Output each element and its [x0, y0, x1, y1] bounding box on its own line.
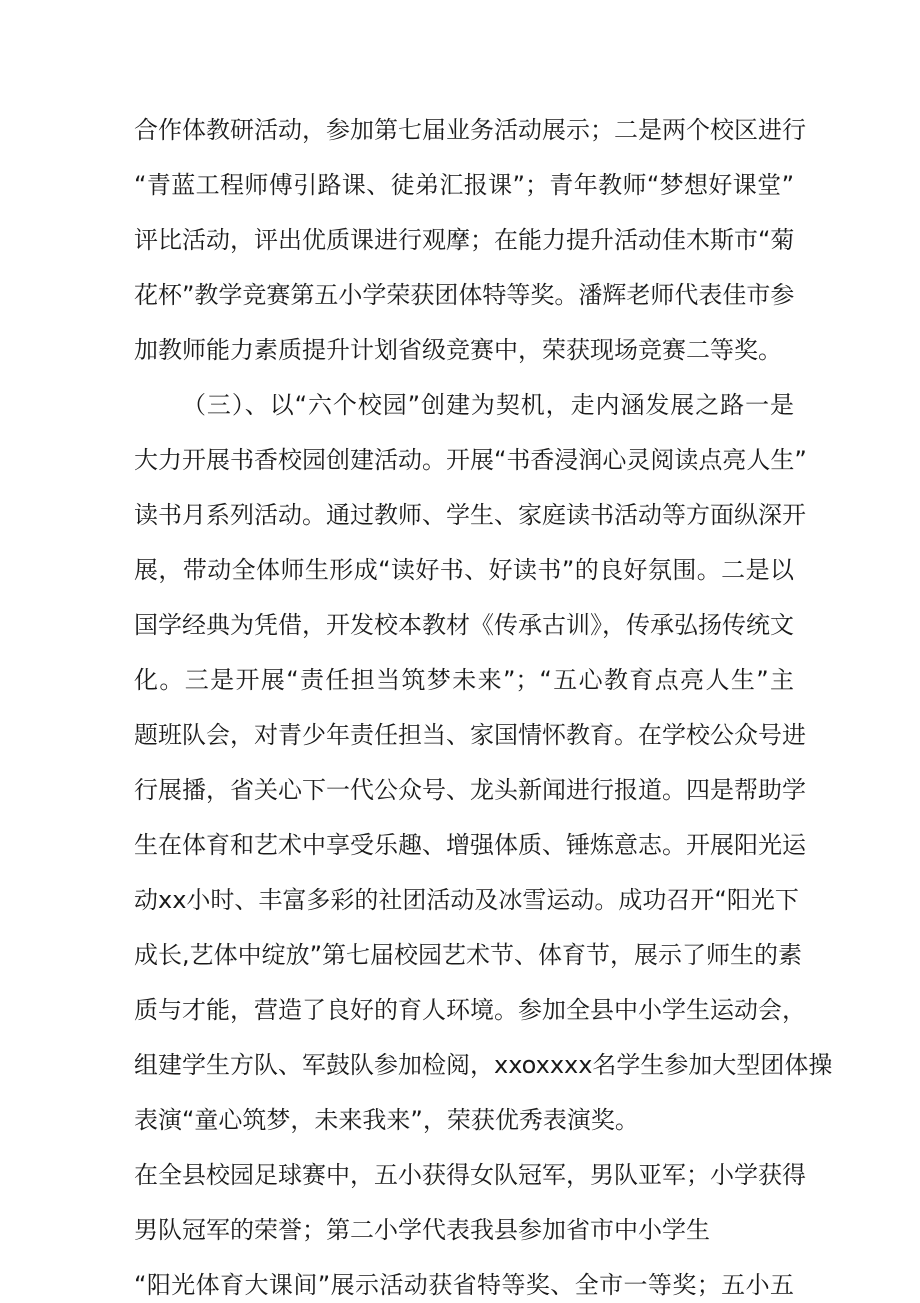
- text-line: 男队冠军的荣誉；第二小学代表我县参加省市中小学生: [134, 1216, 710, 1244]
- text-line: 生在体育和艺术中享受乐趣、增强体质、锤炼意志。开展阳光运: [134, 831, 806, 859]
- text-line: 读书月系列活动。通过教师、学生、家庭读书活动等方面纵深开: [134, 501, 806, 529]
- text-line: 成长,艺体中绽放”第七届校园艺术节、体育节，展示了师生的素: [134, 941, 803, 969]
- text-line: 动xx小时、丰富多彩的社团活动及冰雪运动。成功召开“阳光下: [134, 886, 799, 914]
- text-line: 国学经典为凭借，开发校本教材《传承古训》，传承弘扬传统文: [134, 611, 794, 639]
- text-line: 化。三是开展“责任担当筑梦未来”；“五心教育点亮人生”主: [134, 666, 794, 694]
- text-line: 加教师能力素质提升计划省级竞赛中，荣获现场竞赛二等奖。: [134, 336, 782, 364]
- text-line: 题班队会，对青少年责任担当、家国情怀教育。在学校公众号进: [134, 721, 806, 749]
- text-line: 质与才能，营造了良好的育人环境。参加全县中小学生运动会，: [134, 996, 806, 1024]
- text-line: 花杯”教学竞赛第五小学荣获团体特等奖。潘辉老师代表佳市参: [134, 281, 795, 309]
- text-line: 行展播，省关心下一代公众号、龙头新闻进行报道。四是帮助学: [134, 776, 806, 804]
- text-line: 在全县校园足球赛中，五小获得女队冠军，男队亚军；小学获得: [134, 1161, 806, 1189]
- text-line: 合作体教研活动，参加第七届业务活动展示；二是两个校区进行: [134, 116, 806, 144]
- text-line: “青蓝工程师傅引路课、徒弟汇报课”；青年教师“梦想好课堂”: [134, 171, 794, 199]
- text-line: 组建学生方队、军鼓队参加检阅，xxoxxxx名学生参加大型团体操: [134, 1051, 833, 1079]
- text-line: 表演“童心筑梦，未来我来”，荣获优秀表演奖。: [134, 1106, 639, 1134]
- text-line: 展，带动全体师生形成“读好书、好读书”的良好氛围。二是以: [134, 556, 794, 584]
- paragraph-heading-line: （三）、以“六个校园”创建为契机，走内涵发展之路一是: [182, 391, 794, 419]
- text-line: 大力开展书香校园创建活动。开展“书香浸润心灵阅读点亮人生”: [134, 446, 807, 474]
- text-line: “阳光体育大课间”展示活动获省特等奖、全市一等奖；五小五: [134, 1271, 794, 1299]
- text-line: 评比活动，评出优质课进行观摩；在能力提升活动佳木斯市“菊: [134, 226, 795, 254]
